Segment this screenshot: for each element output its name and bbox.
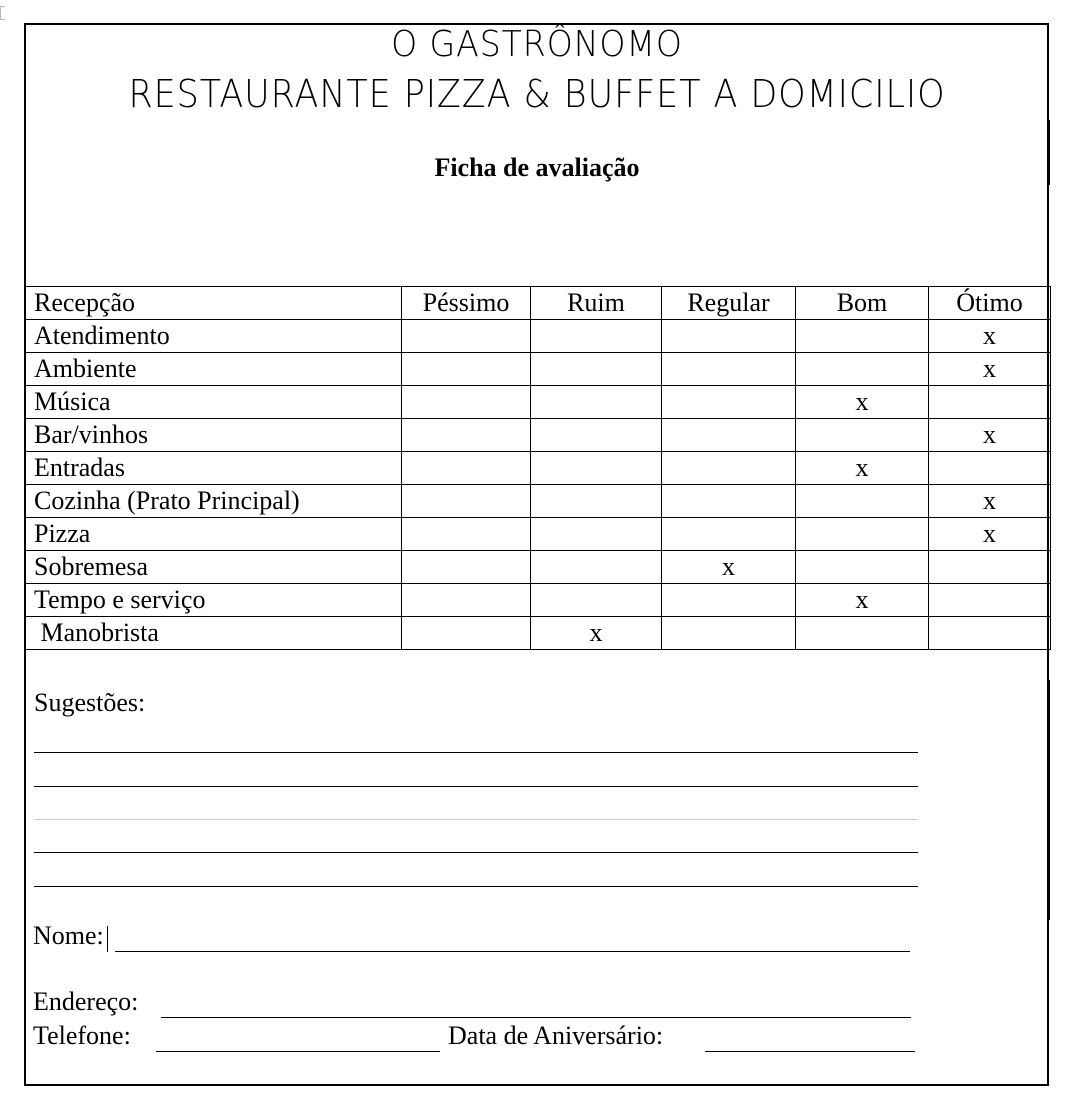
rating-cell[interactable] bbox=[662, 617, 796, 650]
column-header: Ruim bbox=[531, 287, 662, 320]
rating-cell[interactable] bbox=[402, 386, 531, 419]
rating-cell[interactable]: x bbox=[929, 320, 1051, 353]
column-header: Ótimo bbox=[929, 287, 1051, 320]
rating-cell[interactable] bbox=[929, 386, 1051, 419]
page-corner-mark bbox=[0, 6, 5, 20]
criterion-label: Atendimento bbox=[25, 320, 402, 353]
table-row bbox=[25, 551, 1051, 584]
suggestions-label: Sugestões: bbox=[34, 688, 146, 717]
suggestion-line[interactable] bbox=[34, 752, 918, 753]
rating-cell[interactable]: x bbox=[929, 485, 1051, 518]
rating-cell[interactable] bbox=[796, 485, 929, 518]
rating-cell[interactable] bbox=[929, 617, 1051, 650]
address-field[interactable] bbox=[161, 1017, 911, 1018]
name-label: Nome: bbox=[33, 921, 104, 950]
rating-cell[interactable] bbox=[796, 617, 929, 650]
text-cursor bbox=[107, 926, 108, 952]
rating-cell[interactable] bbox=[402, 353, 531, 386]
suggestion-line[interactable] bbox=[34, 819, 918, 820]
rating-cell[interactable] bbox=[531, 518, 662, 551]
frame-edge-mark bbox=[1048, 680, 1050, 920]
rating-cell[interactable] bbox=[531, 320, 662, 353]
rating-cell[interactable] bbox=[929, 584, 1051, 617]
rating-cell[interactable]: x bbox=[531, 617, 662, 650]
evaluation-table bbox=[24, 286, 1051, 650]
rating-cell[interactable] bbox=[662, 320, 796, 353]
rating-cell[interactable] bbox=[796, 518, 929, 551]
rating-cell[interactable] bbox=[402, 551, 531, 584]
rating-cell[interactable]: x bbox=[796, 584, 929, 617]
table-row bbox=[25, 320, 1051, 353]
suggestion-line[interactable] bbox=[34, 886, 918, 887]
criterion-label: Música bbox=[25, 386, 402, 419]
criterion-label: Pizza bbox=[25, 518, 402, 551]
restaurant-name: O GASTRÔNOMO bbox=[391, 24, 683, 65]
criterion-label: Tempo e serviço bbox=[25, 584, 402, 617]
rating-cell[interactable]: x bbox=[796, 386, 929, 419]
rating-cell[interactable] bbox=[662, 584, 796, 617]
table-row bbox=[25, 419, 1051, 452]
rating-cell[interactable] bbox=[402, 617, 531, 650]
criterion-label: Ambiente bbox=[25, 353, 402, 386]
rating-cell[interactable] bbox=[402, 518, 531, 551]
rating-cell[interactable] bbox=[662, 452, 796, 485]
suggestion-line[interactable] bbox=[34, 852, 918, 853]
table-row bbox=[25, 386, 1051, 419]
rating-cell[interactable] bbox=[796, 419, 929, 452]
rating-cell[interactable] bbox=[402, 452, 531, 485]
column-header: Recepção bbox=[25, 287, 402, 320]
criterion-label: Manobrista bbox=[25, 617, 402, 650]
table-header-row bbox=[25, 287, 1051, 320]
criterion-label: Entradas bbox=[25, 452, 402, 485]
name-field[interactable] bbox=[115, 951, 910, 952]
criterion-label: Cozinha (Prato Principal) bbox=[25, 485, 402, 518]
rating-cell[interactable]: x bbox=[929, 518, 1051, 551]
table-row bbox=[25, 518, 1051, 551]
table-row bbox=[25, 617, 1051, 650]
rating-cell[interactable] bbox=[662, 386, 796, 419]
table-row bbox=[25, 452, 1051, 485]
form-title: Ficha de avaliação bbox=[434, 153, 640, 182]
rating-cell[interactable] bbox=[402, 485, 531, 518]
table-row bbox=[25, 353, 1051, 386]
rating-cell[interactable] bbox=[531, 452, 662, 485]
phone-label: Telefone: bbox=[33, 1021, 131, 1050]
column-header: Regular bbox=[662, 287, 796, 320]
rating-cell[interactable] bbox=[531, 551, 662, 584]
criterion-label: Sobremesa bbox=[25, 551, 402, 584]
suggestion-line[interactable] bbox=[34, 786, 918, 787]
rating-cell[interactable]: x bbox=[929, 353, 1051, 386]
rating-cell[interactable] bbox=[531, 353, 662, 386]
column-header: Péssimo bbox=[402, 287, 531, 320]
rating-cell[interactable] bbox=[662, 353, 796, 386]
table-row bbox=[25, 584, 1051, 617]
rating-cell[interactable]: x bbox=[796, 452, 929, 485]
criterion-label: Bar/vinhos bbox=[25, 419, 402, 452]
rating-cell[interactable] bbox=[662, 518, 796, 551]
rating-cell[interactable] bbox=[796, 353, 929, 386]
rating-cell[interactable] bbox=[531, 485, 662, 518]
rating-cell[interactable] bbox=[402, 584, 531, 617]
rating-cell[interactable] bbox=[796, 551, 929, 584]
column-header: Bom bbox=[796, 287, 929, 320]
rating-cell[interactable] bbox=[531, 386, 662, 419]
rating-cell[interactable] bbox=[531, 584, 662, 617]
rating-cell[interactable] bbox=[929, 452, 1051, 485]
rating-cell[interactable] bbox=[402, 320, 531, 353]
restaurant-tagline: RESTAURANTE PIZZA & BUFFET A DOMICILIO bbox=[128, 72, 946, 116]
birthday-label: Data de Aniversário: bbox=[448, 1021, 664, 1050]
birthday-field[interactable] bbox=[705, 1051, 915, 1052]
rating-cell[interactable]: x bbox=[929, 419, 1051, 452]
address-label: Endereço: bbox=[33, 987, 139, 1016]
rating-cell[interactable] bbox=[662, 485, 796, 518]
phone-field[interactable] bbox=[156, 1051, 440, 1052]
table-row bbox=[25, 485, 1051, 518]
rating-cell[interactable]: x bbox=[662, 551, 796, 584]
rating-cell[interactable] bbox=[531, 419, 662, 452]
rating-cell[interactable] bbox=[796, 320, 929, 353]
rating-cell[interactable] bbox=[929, 551, 1051, 584]
rating-cell[interactable] bbox=[662, 419, 796, 452]
rating-cell[interactable] bbox=[402, 419, 531, 452]
